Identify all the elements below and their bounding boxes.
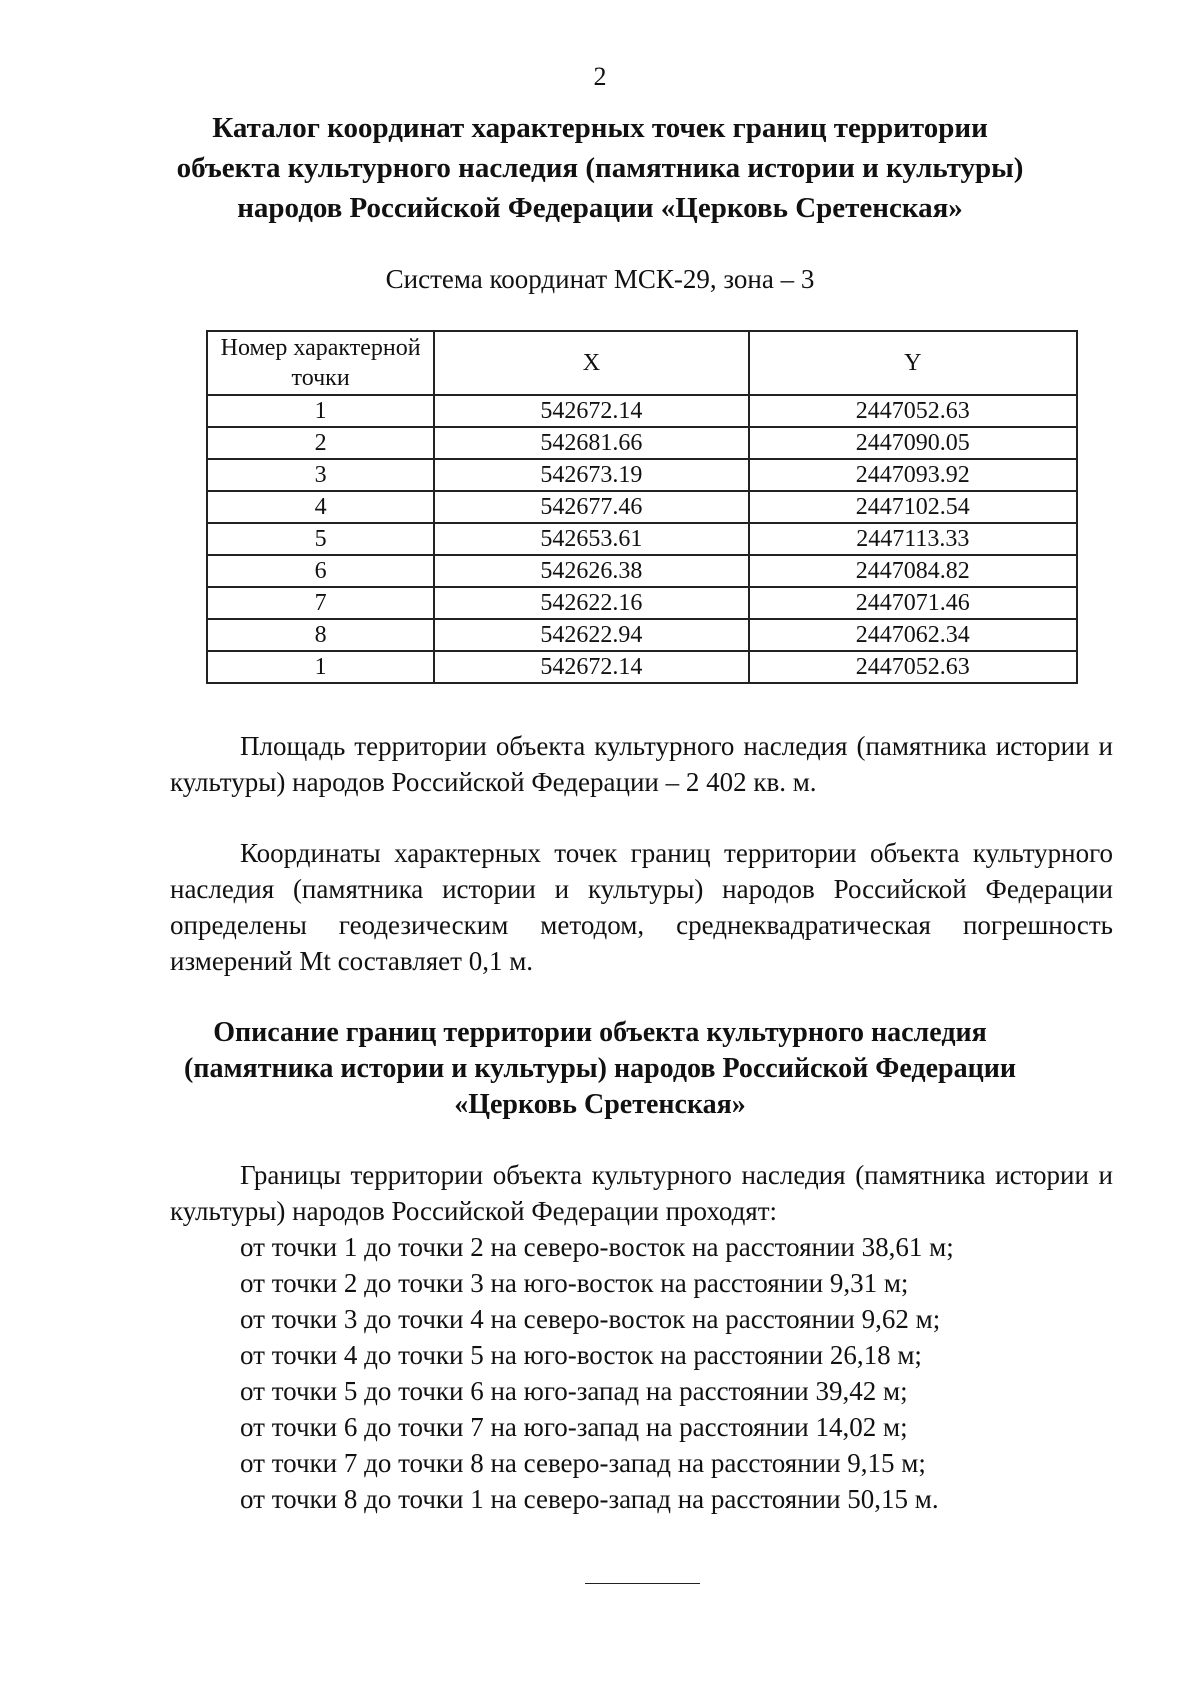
- cell-y: 2447052.63: [749, 395, 1077, 427]
- table-row: [207, 427, 1077, 459]
- list-item: от точки 7 до точки 8 на северо-запад на расстоянии 9,15 м;: [240, 1448, 926, 1478]
- list-item: от точки 5 до точки 6 на юго-запад на расстоянии 39,42 м;: [240, 1376, 908, 1406]
- cell-x: 542653.61: [434, 523, 748, 555]
- header-point-number: Номер характерной точки: [207, 331, 434, 395]
- list-item: от точки 1 до точки 2 на северо-восток на расстоянии 38,61 м;: [240, 1232, 954, 1262]
- cell-x: 542672.14: [434, 651, 748, 683]
- table-header-row: [207, 331, 1077, 395]
- cell-x: 542622.16: [434, 587, 748, 619]
- cell-y: 2447062.34: [749, 619, 1077, 651]
- list-item: от точки 3 до точки 4 на северо-восток на расстоянии 9,62 м;: [240, 1304, 941, 1334]
- cell-y: 2447084.82: [749, 555, 1077, 587]
- coordinate-system-label: Система координат МСК-29, зона – 3: [385, 264, 815, 294]
- coordinates-table: [206, 330, 1078, 684]
- table-row: [207, 395, 1077, 427]
- accuracy-paragraph: Координаты характерных точек границ территории объекта культурного наследия (памятника истории и культуры) народов Российской Федерации определены геодезическим методом, среднеквадратическая погрешность измерений Mt составляет 0,1 м.: [170, 838, 1113, 976]
- cell-point: 1: [207, 395, 434, 427]
- cell-y: 2447102.54: [749, 491, 1077, 523]
- table-row: [207, 555, 1077, 587]
- list-item: от точки 8 до точки 1 на северо-запад на расстоянии 50,15 м.: [240, 1484, 939, 1514]
- cell-y: 2447093.92: [749, 459, 1077, 491]
- cell-y: 2447052.63: [749, 651, 1077, 683]
- cell-point: 2: [207, 427, 434, 459]
- cell-point: 1: [207, 651, 434, 683]
- table-row: [207, 619, 1077, 651]
- list-item: от точки 4 до точки 5 на юго-восток на расстоянии 26,18 м;: [240, 1340, 922, 1370]
- cell-y: 2447090.05: [749, 427, 1077, 459]
- cell-x: 542677.46: [434, 491, 748, 523]
- table-row: [207, 651, 1077, 683]
- boundaries-intro: Границы территории объекта культурного наследия (памятника истории и культуры) народов Российской Федерации проходят:: [170, 1160, 1113, 1226]
- cell-x: 542626.38: [434, 555, 748, 587]
- description-title-line-3: «Церковь Сретенская»: [454, 1089, 746, 1120]
- cell-point: 3: [207, 459, 434, 491]
- cell-point: 7: [207, 587, 434, 619]
- cell-point: 6: [207, 555, 434, 587]
- table-row: [207, 491, 1077, 523]
- cell-point: 5: [207, 523, 434, 555]
- table-row: [207, 587, 1077, 619]
- list-item: от точки 6 до точки 7 на юго-запад на расстоянии 14,02 м;: [240, 1412, 908, 1442]
- boundary-segments-list: [240, 1229, 1140, 1517]
- title-line-1: Каталог координат характерных точек границ территории: [212, 112, 988, 144]
- cell-x: 542673.19: [434, 459, 748, 491]
- cell-point: 4: [207, 491, 434, 523]
- table-row: [207, 459, 1077, 491]
- description-title: [150, 1015, 1050, 1123]
- page-number: 2: [593, 62, 607, 91]
- area-paragraph: Площадь территории объекта культурного наследия (памятника истории и культуры) народов Российской Федерации – 2 402 кв. м.: [170, 731, 1113, 797]
- cell-x: 542681.66: [434, 427, 748, 459]
- description-title-line-2: (памятника истории и культуры) народов Российской Федерации: [184, 1053, 1016, 1084]
- list-item: от точки 2 до точки 3 на юго-восток на расстоянии 9,31 м;: [240, 1268, 909, 1298]
- description-title-line-1: Описание границ территории объекта культурного наследия: [213, 1017, 987, 1048]
- title-line-3: народов Российской Федерации «Церковь Сретенская»: [237, 192, 963, 224]
- header-x: X: [434, 331, 748, 395]
- table-row: [207, 523, 1077, 555]
- cell-x: 542672.14: [434, 395, 748, 427]
- cell-y: 2447113.33: [749, 523, 1077, 555]
- document-title: [150, 108, 1050, 228]
- cell-x: 542622.94: [434, 619, 748, 651]
- cell-y: 2447071.46: [749, 587, 1077, 619]
- footer-divider: [585, 1583, 700, 1584]
- cell-point: 8: [207, 619, 434, 651]
- header-y: Y: [749, 331, 1077, 395]
- title-line-2: объекта культурного наследия (памятника истории и культуры): [176, 152, 1024, 184]
